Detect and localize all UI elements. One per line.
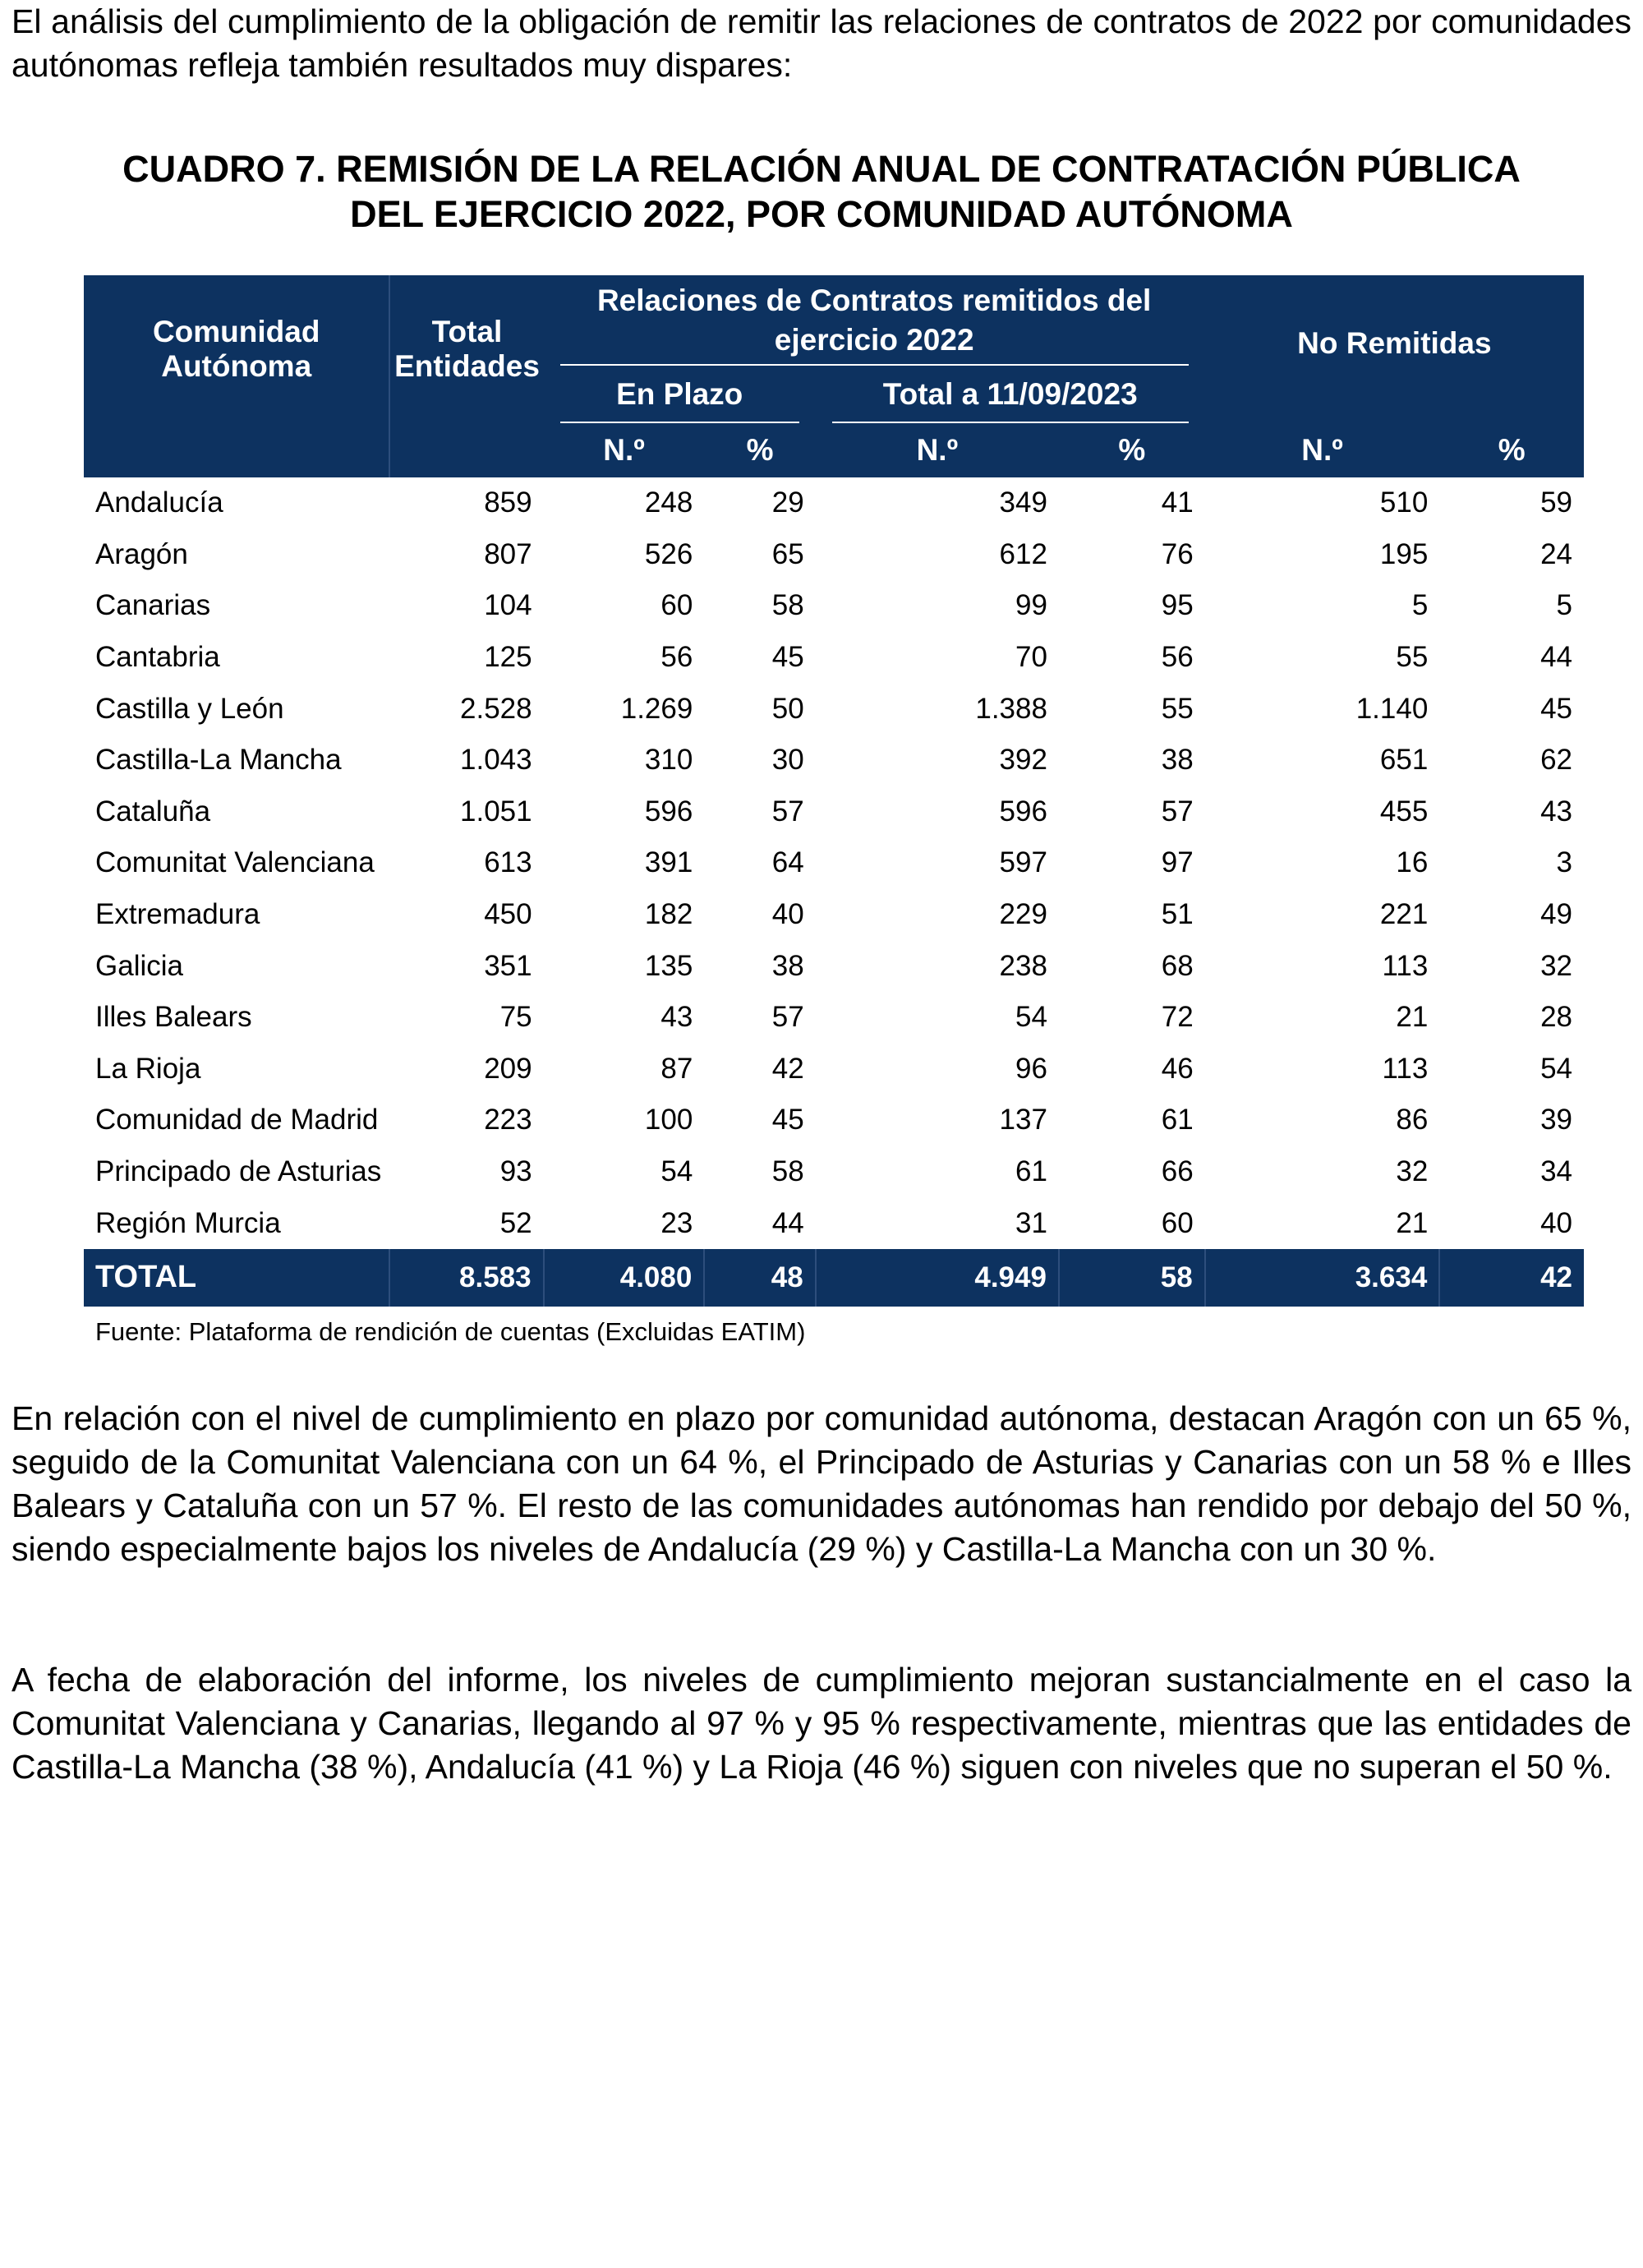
value-cell: 60 — [660, 589, 693, 622]
table-row — [84, 580, 1584, 632]
header-total-line2: Entidades — [394, 349, 540, 383]
value-cell: 526 — [644, 537, 693, 570]
region-name-cell: Castilla-La Mancha — [95, 744, 342, 777]
value-cell: 58 — [771, 1155, 804, 1188]
value-cell: 450 — [484, 898, 532, 931]
total-cell: 42 — [1439, 1249, 1584, 1307]
total-cell: 4.080 — [544, 1249, 705, 1307]
value-cell: 597 — [999, 846, 1047, 879]
table-source-note: Fuente: Plataforma de rendición de cuentas (Excluidas EATIM) — [95, 1317, 806, 1346]
value-cell: 137 — [999, 1104, 1047, 1136]
contracts-table — [84, 275, 1584, 1307]
value-cell: 45 — [771, 1104, 804, 1136]
value-cell: 44 — [771, 1206, 804, 1239]
region-name-cell: Galicia — [95, 949, 183, 982]
value-cell: 70 — [1015, 641, 1047, 674]
total-cell: 48 — [704, 1249, 815, 1307]
region-name-cell: Comunitat Valenciana — [95, 846, 375, 879]
region-name-cell: Aragón — [95, 537, 188, 570]
table-row — [84, 632, 1584, 684]
header-comunidad-line2: Autónoma — [161, 349, 312, 383]
table-title-line1: CUADRO 7. REMISIÓN DE LA RELACIÓN ANUAL DE CONTRATACIÓN PÚBLICA — [122, 148, 1521, 190]
value-cell: 40 — [771, 898, 804, 931]
value-cell: 38 — [771, 949, 804, 982]
value-cell: 49 — [1540, 898, 1572, 931]
value-cell: 43 — [1540, 795, 1572, 827]
value-cell: 1.051 — [460, 795, 532, 827]
table-row — [84, 1146, 1584, 1198]
value-cell: 1.388 — [975, 692, 1047, 725]
header-en-plazo-pct: % — [704, 423, 815, 477]
header-total-entidades — [389, 275, 543, 423]
value-cell: 113 — [1382, 1052, 1429, 1085]
value-cell: 62 — [1540, 744, 1572, 777]
value-cell: 61 — [1161, 1104, 1194, 1136]
body-paragraph-2: En relación con el nivel de cumplimiento en plazo por comunidad autónoma, destacan Aragón con un 65 %, seguido de la Comunitat Valenciana con un 64 %, el Principado de Asturias y Canarias con un 58 % e Illes Balears y Cataluña con un 57 %. El resto de las comunidades autónomas han rendido por debajo del 50 %, siendo especialmente bajos los niveles de Andalucía (29 %) y Castilla-La Mancha con un 30 %. — [12, 1399, 1631, 1568]
header-total-fecha-num: N.º — [816, 423, 1059, 477]
value-cell: 3 — [1556, 846, 1572, 879]
value-cell: 87 — [660, 1052, 693, 1085]
value-cell: 248 — [644, 486, 693, 519]
value-cell: 44 — [1540, 641, 1572, 674]
value-cell: 97 — [1161, 846, 1194, 879]
table-header — [84, 275, 1584, 477]
table-row — [84, 735, 1584, 786]
value-cell: 510 — [1379, 486, 1429, 519]
region-name-cell: Illes Balears — [95, 1001, 252, 1034]
table-row — [84, 529, 1584, 581]
table-row — [84, 786, 1584, 838]
total-cell: 58 — [1059, 1249, 1205, 1307]
value-cell: 66 — [1161, 1155, 1194, 1188]
value-cell: 29 — [771, 486, 804, 519]
value-cell: 93 — [499, 1155, 532, 1188]
value-cell: 46 — [1161, 1052, 1194, 1085]
value-cell: 55 — [1161, 692, 1194, 725]
value-cell: 54 — [1015, 1001, 1047, 1034]
region-name-cell: Cataluña — [95, 795, 211, 827]
value-cell: 64 — [771, 846, 804, 879]
value-cell: 229 — [999, 898, 1047, 931]
value-cell: 45 — [771, 641, 804, 674]
value-cell: 57 — [771, 795, 804, 827]
table-row — [84, 940, 1584, 992]
value-cell: 182 — [644, 898, 693, 931]
value-cell: 99 — [1015, 589, 1047, 622]
value-cell: 651 — [1379, 744, 1429, 777]
value-cell: 209 — [484, 1052, 532, 1085]
header-no-remitidas: No Remitidas — [1205, 275, 1584, 423]
value-cell: 39 — [1540, 1104, 1572, 1136]
table-row — [84, 683, 1584, 735]
value-cell: 58 — [771, 589, 804, 622]
value-cell: 56 — [1161, 641, 1194, 674]
value-cell: 23 — [660, 1206, 693, 1239]
value-cell: 28 — [1540, 1001, 1572, 1034]
value-cell: 72 — [1161, 1001, 1194, 1034]
value-cell: 76 — [1161, 537, 1194, 570]
value-cell: 125 — [484, 641, 532, 674]
value-cell: 238 — [999, 949, 1047, 982]
total-cell: TOTAL — [84, 1249, 389, 1307]
header-blank — [84, 423, 389, 477]
value-cell: 1.269 — [620, 692, 693, 725]
value-cell: 5 — [1411, 589, 1429, 622]
total-row — [84, 1249, 1584, 1307]
value-cell: 61 — [1015, 1155, 1047, 1188]
value-cell: 57 — [1161, 795, 1194, 827]
value-cell: 807 — [484, 537, 532, 570]
header-total-fecha: Total a 11/09/2023 — [816, 366, 1205, 423]
value-cell: 54 — [660, 1155, 693, 1188]
value-cell: 32 — [1540, 949, 1572, 982]
value-cell: 455 — [1379, 795, 1429, 827]
value-cell: 223 — [484, 1104, 532, 1136]
value-cell: 45 — [1540, 692, 1572, 725]
value-cell: 52 — [499, 1206, 532, 1239]
table-body — [84, 477, 1584, 1249]
value-cell: 86 — [1396, 1104, 1429, 1136]
header-en-plazo-num: N.º — [544, 423, 705, 477]
total-cell: 3.634 — [1205, 1249, 1440, 1307]
value-cell: 60 — [1161, 1206, 1194, 1239]
region-name-cell: Andalucía — [95, 486, 223, 519]
value-cell: 612 — [999, 537, 1047, 570]
value-cell: 41 — [1161, 486, 1194, 519]
value-cell: 5 — [1556, 589, 1572, 622]
intro-paragraph: El análisis del cumplimiento de la obligación de remitir las relaciones de contratos de 2022 por comunidades autónomas refleja también resultados muy dispares: — [12, 2, 1631, 84]
value-cell: 24 — [1540, 537, 1572, 570]
value-cell: 96 — [1015, 1052, 1047, 1085]
header-no-remitidas-pct: % — [1439, 423, 1584, 477]
header-comunidad — [84, 275, 389, 423]
value-cell: 43 — [660, 1001, 693, 1034]
value-cell: 391 — [644, 846, 693, 879]
value-cell: 95 — [1161, 589, 1194, 622]
region-name-cell: Comunidad de Madrid — [95, 1104, 379, 1136]
value-cell: 100 — [644, 1104, 693, 1136]
value-cell: 65 — [771, 537, 804, 570]
value-cell: 31 — [1015, 1206, 1047, 1239]
header-total-fecha-pct: % — [1059, 423, 1205, 477]
header-relaciones — [544, 275, 1205, 366]
value-cell: 16 — [1396, 846, 1429, 879]
value-cell: 21 — [1396, 1206, 1429, 1239]
value-cell: 68 — [1161, 949, 1194, 982]
value-cell: 195 — [1379, 537, 1429, 570]
value-cell: 34 — [1540, 1155, 1572, 1188]
value-cell: 351 — [484, 949, 532, 982]
region-name-cell: Región Murcia — [95, 1206, 281, 1239]
value-cell: 1.140 — [1355, 692, 1429, 725]
total-cell: 4.949 — [816, 1249, 1059, 1307]
value-cell: 21 — [1396, 1001, 1429, 1034]
value-cell: 310 — [644, 744, 693, 777]
table-row — [84, 889, 1584, 941]
value-cell: 596 — [999, 795, 1047, 827]
value-cell: 56 — [660, 641, 693, 674]
header-en-plazo: En Plazo — [544, 366, 816, 423]
region-name-cell: Castilla y León — [95, 692, 284, 725]
value-cell: 113 — [1382, 949, 1429, 982]
value-cell: 57 — [771, 1001, 804, 1034]
value-cell: 859 — [484, 486, 532, 519]
header-relaciones-line1: Relaciones de Contratos remitidos del — [596, 284, 1152, 317]
value-cell: 42 — [771, 1052, 804, 1085]
region-name-cell: Cantabria — [95, 641, 220, 674]
value-cell: 32 — [1396, 1155, 1429, 1188]
value-cell: 135 — [644, 949, 693, 982]
header-relaciones-line2: ejercicio 2022 — [774, 323, 974, 357]
value-cell: 59 — [1540, 486, 1572, 519]
table-row — [84, 837, 1584, 889]
value-cell: 50 — [771, 692, 804, 725]
table-row — [84, 1197, 1584, 1249]
table-row — [84, 1095, 1584, 1146]
value-cell: 55 — [1396, 641, 1429, 674]
table-footer — [84, 1249, 1584, 1307]
region-name-cell: Principado de Asturias — [95, 1155, 382, 1188]
table-row — [84, 1044, 1584, 1095]
value-cell: 54 — [1540, 1052, 1572, 1085]
value-cell: 349 — [999, 486, 1047, 519]
header-total-line1: Total — [431, 315, 503, 348]
header-comunidad-line1: Comunidad — [152, 315, 320, 348]
value-cell: 30 — [771, 744, 804, 777]
value-cell: 51 — [1161, 898, 1194, 931]
header-no-remitidas-num: N.º — [1205, 423, 1440, 477]
region-name-cell: Canarias — [95, 589, 211, 622]
value-cell: 596 — [644, 795, 693, 827]
table-row — [84, 992, 1584, 1044]
table-title-line2: DEL EJERCICIO 2022, POR COMUNIDAD AUTÓNOMA — [350, 193, 1293, 235]
value-cell: 613 — [484, 846, 532, 879]
body-paragraph-3: A fecha de elaboración del informe, los niveles de cumplimiento mejoran sustancialmente en el caso la Comunitat Valenciana y Canarias, llegando al 97 % y 95 % respectivamente, mientras que las entidades de Castilla-La Mancha (38 %), Andalucía (41 %) y La Rioja (46 %) siguen con niveles que no superan el 50 %. — [12, 1661, 1631, 1786]
value-cell: 40 — [1540, 1206, 1572, 1239]
value-cell: 392 — [999, 744, 1047, 777]
region-name-cell: La Rioja — [95, 1052, 201, 1085]
value-cell: 2.528 — [460, 692, 532, 725]
value-cell: 221 — [1379, 898, 1429, 931]
value-cell: 75 — [499, 1001, 532, 1034]
value-cell: 38 — [1161, 744, 1194, 777]
value-cell: 104 — [484, 589, 532, 622]
header-blank-2 — [389, 423, 543, 477]
table-row — [84, 477, 1584, 529]
total-cell: 8.583 — [389, 1249, 543, 1307]
region-name-cell: Extremadura — [95, 898, 260, 931]
value-cell: 1.043 — [460, 744, 532, 777]
